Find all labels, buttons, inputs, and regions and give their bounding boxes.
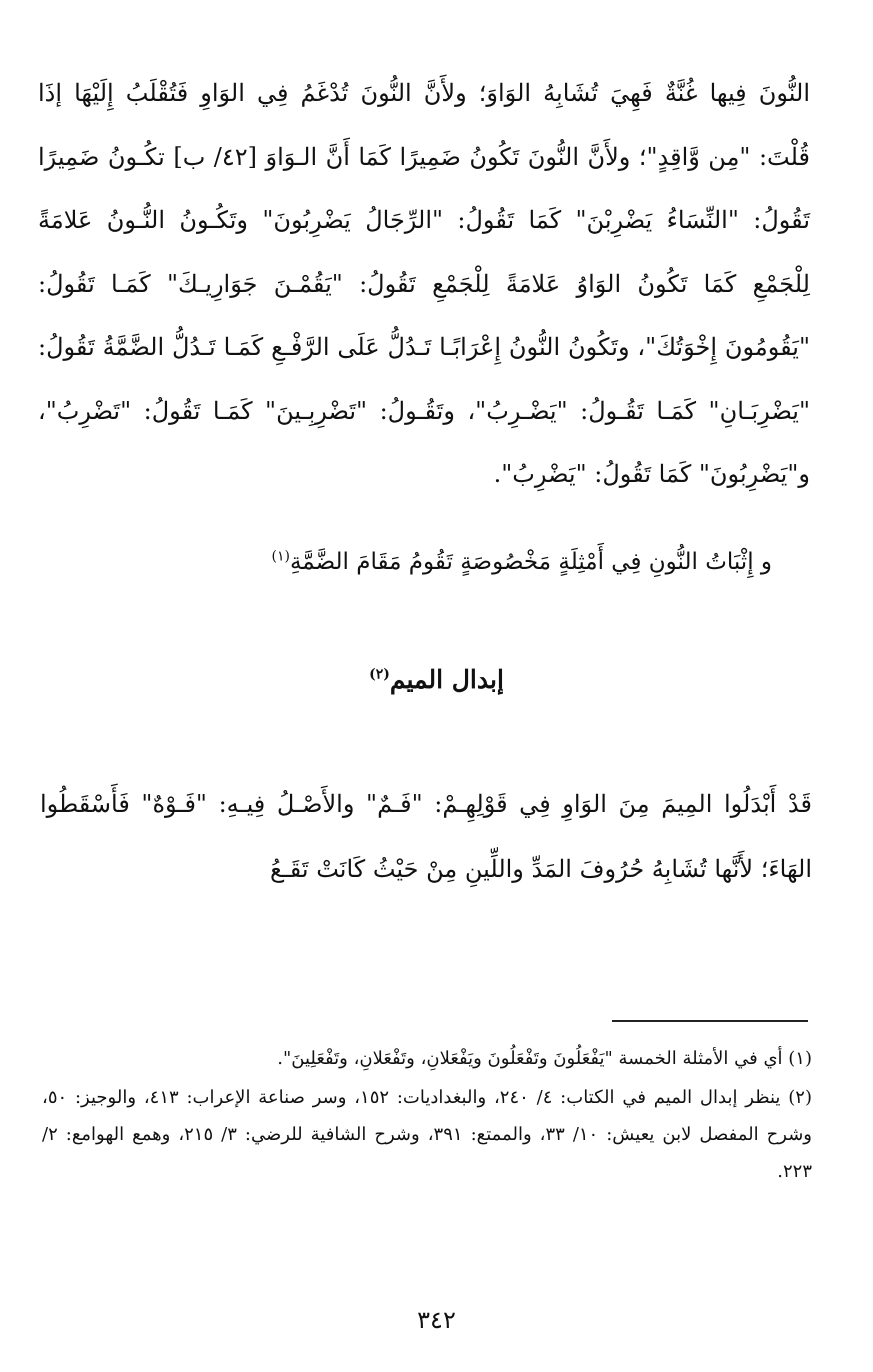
footnote-1: (١) أي في الأمثلة الخمسة "يَفْعَلُونَ وتَفْعَلُونَ ويَفْعَلانِ، وتَفْعَلانِ، وتَفْعَلِينَ". (277, 1048, 812, 1069)
footnote-reference-2: (٢) (369, 666, 390, 683)
body-paragraph-1 (38, 62, 810, 507)
body-paragraph-2 (60, 536, 772, 588)
page-number: ٣٤٢ (417, 1306, 456, 1334)
body-paragraph-3 (40, 772, 812, 902)
heading-text: إبدال الميم (389, 665, 504, 694)
paragraph-1-text: النُّونَ فِيها غُنَّةٌ فَهِيَ تُشَابِهُ الوَاوَ؛ ولأَنَّ النُّونَ تُدْغَمُ فِي الوَاوِ فَتُقْلَبُ إِلَيْهَا إذَا قُلْتَ: "مِن وَّاقِدٍ"؛ ولأَنَّ النُّونَ تَكُونُ ضَمِيرًا كَمَا أَنَّ الـوَاوَ [٤٢/ ب] تكُـونُ ضَمِيرًا تَقُولُ: "النِّسَاءُ يَضْرِبْنَ" كَمَا تَقُولُ: "الرِّجَالُ يَضْرِبُونَ" وتَكُـونُ النُّـونُ عَلامَةً لِلْجَمْعِ كَمَا تَكُونُ الوَاوُ عَلامَةً لِلْجَمْعِ تَقُولُ: "يَقُمْـنَ جَوَارِيـكَ" كَمَـا تَقُولُ: "يَقُومُونَ إِخْوَتُكَ"، وتَكُونُ النُّونُ إِعْرَابًـا تَـدُلُّ عَلَى الرَّفْـعِ كَمَـا تَـدُلُّ الضَّمَّةُ تَقُولُ: "يَضْرِبَـانِ" كَمَـا تَقُـولُ: "يَضْـرِبُ"، وتَقُـولُ: "تَضْرِبِـينَ" كَمَـا تَقُولُ: "تَضْرِبُ"، و"يَضْرِبُونَ" كَمَا تَقُولُ: "يَضْرِبُ". (38, 79, 811, 488)
paragraph-2-text: و إِثْبَاتُ النُّونِ فِي أَمْثِلَةٍ مَخْصُوصَةٍ تَقُومُ مَقَامَ الضَّمَّةِ (289, 549, 772, 575)
footnotes-section (42, 1040, 812, 1190)
paragraph-3-text: قَدْ أَبْدَلُوا المِيمَ مِنَ الوَاوِ فِي قَوْلِهِـمْ: "فَـمٌ" والأَصْـلُ فِيـهِ: "فَـوْهٌ" فَأَسْقَطُوا الهَاءَ؛ لأَنَّها تُشَابِهُ حُرُوفَ المَدِّ واللِّينِ مِنْ حَيْثُ كَانَتْ تَقَـعُ (40, 790, 812, 883)
footnote-divider (612, 1020, 808, 1022)
footnote-reference-1: (١) (271, 548, 290, 565)
section-heading (0, 660, 873, 700)
footnote-2: (٢) ينظر إبدال الميم في الكتاب: ٤/ ٢٤٠، والبغداديات: ١٥٢، وسر صناعة الإعراب: ٤١٣، والوجيز: ٥٠، وشرح المفصل لابن يعيش: ١٠/ ٣٣، والممتع: ٣٩١، وشرح الشافية للرضي: ٣/ ٢١٥، وهمع الهوامع: ٢/ ٢٢٣. (42, 1087, 812, 1182)
